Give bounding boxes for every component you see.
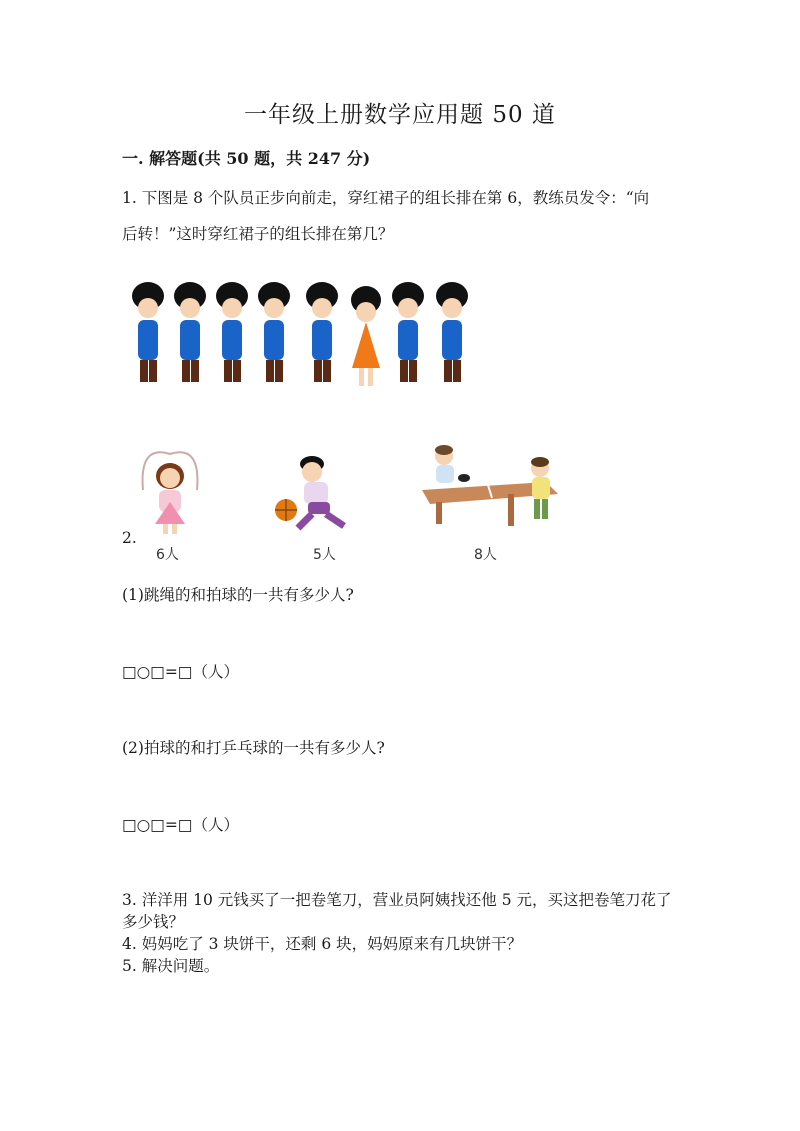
- question-3-line-2: 多少钱？: [122, 913, 185, 931]
- team-member-icon: [392, 282, 424, 382]
- question-2-formula-1: □○□=□（人）: [122, 663, 239, 681]
- question-2-formula-2: □○□=□（人）: [122, 816, 239, 834]
- team-member-icon: [174, 282, 206, 382]
- question-4: 4. 妈妈吃了 3 块饼干，还剩 6 块，妈妈原来有几块饼干？: [122, 935, 523, 953]
- team-member-icon: [216, 282, 248, 382]
- jump-rope-count: 6人: [156, 547, 179, 563]
- question-1-line-1: 1. 下图是 8 个队员正步向前走，穿红裙子的组长排在第 6，教练员发令：“向: [122, 189, 650, 207]
- question-3-line-1: 3. 洋洋用 10 元钱买了一把卷笔刀，营业员阿姨找还他 5 元，买这把卷笔刀花了: [122, 891, 672, 909]
- team-member-icon: [132, 282, 164, 382]
- team-member-icon: [306, 282, 338, 382]
- jump-rope-girl-icon: [135, 450, 205, 538]
- question-2-number: 2.: [122, 529, 137, 547]
- table-tennis-count: 8人: [474, 547, 497, 563]
- table-tennis-icon: [418, 444, 564, 534]
- basketball-count: 5人: [313, 547, 336, 563]
- basketball-boy-icon: [272, 452, 362, 536]
- question-2-sub-2: (2)拍球的和打乒乓球的一共有多少人?: [122, 739, 385, 757]
- section-heading: 一. 解答题(共 50 题，共 247 分): [122, 149, 371, 168]
- page-title: 一年级上册数学应用题 50 道: [244, 102, 556, 128]
- team-row-illustration: [120, 280, 480, 400]
- question-1-line-2: 后转！”这时穿红裙子的组长排在第几？: [122, 225, 394, 243]
- question-2-sub-1: (1)跳绳的和拍球的一共有多少人?: [122, 586, 354, 604]
- question-5: 5. 解决问题。: [122, 957, 220, 975]
- team-member-icon: [258, 282, 290, 382]
- team-member-icon: [436, 282, 468, 382]
- team-leader-red-dress-icon: [351, 286, 381, 386]
